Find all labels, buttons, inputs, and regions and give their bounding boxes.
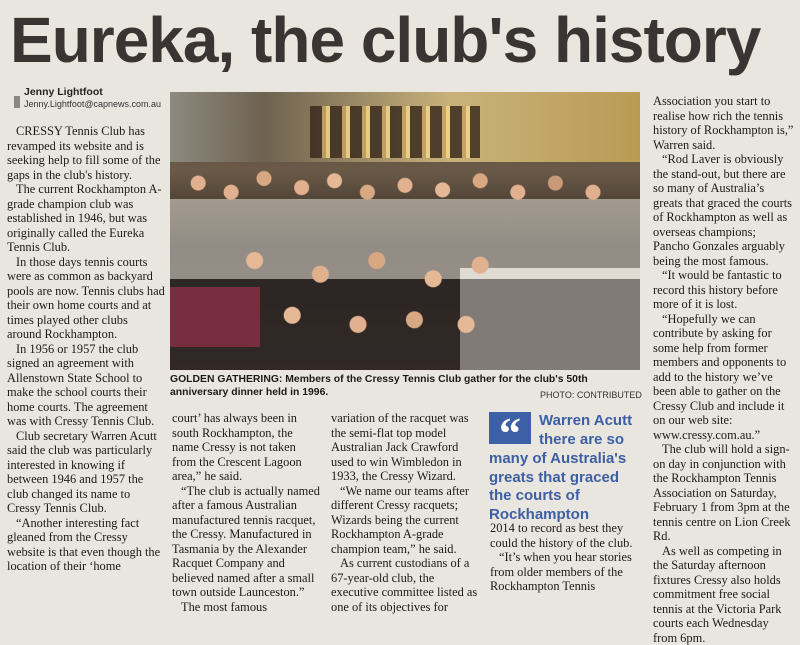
paragraph: “It would be fantastic to record this history before more of it is lost. [653,268,795,312]
paragraph: court’ has always been in south Rockhampton, the name Cressy is not taken from the Crescent Lagoon area,” he said. [172,411,322,484]
pull-quote-line: there are so [539,431,624,448]
pull-quote-body: many of Australia's greats that graced the courts of Rockhampton [489,450,645,524]
paragraph: As well as competing in the Saturday afternoon fixtures Cressy also holds commitment free social tennis at the Victoria Park courts each Wednesday from 6pm. [653,544,795,645]
paragraph: In those days tennis courts were as common as backyard pools are now. Tennis clubs had their own home courts and at times played other clubs around Rockhampton. [7,255,165,342]
paragraph: “Hopefully we can contribute by asking for some help from former members and opponents to add to the history we’ve been able to gather on the Cressy Club and include it on our web site: www.cressy.com.au.” [653,312,795,443]
paragraph: “Another interesting fact gleaned from the Cressy website is that even though the location of their ‘home [7,516,165,574]
group-photo [170,92,640,370]
paragraph: The club will hold a sign-on day in conjunction with the Rockhampton Tennis Association on Saturday, February 1 from 3pm at the tennis centre on Lion Creek Rd. [653,442,795,544]
article-column-4 [490,521,640,594]
photo-credit: PHOTO: CONTRIBUTED [540,390,642,400]
article-column-2 [172,411,322,614]
paragraph: In 1956 or 1957 the club signed an agreement with Allenstown State School to make the school courts their home courts. The agreement was with Cressy Tennis Club. [7,342,165,429]
paragraph: Association you start to realise how rich the tennis history of Rockhampton is,” Warren said. [653,94,795,152]
photo-crowd [170,142,640,370]
paragraph: “Rod Laver is obviously the stand-out, but there are so many of Australia’s greats that graced the courts of Rockhampton as well as overseas champions; Pancho Gonzales arguably being the most famous. [653,152,795,268]
pull-quote-author: Warren Acutt [539,412,632,429]
paragraph: As current custodians of a 67-year-old club, the executive committee listed as one of its objectives for [331,556,481,614]
headline: Eureka, the club's history [10,0,795,88]
paragraph: “We name our teams after different Cressy racquets; Wizards being the current Rockhampton A-grade champion team,” he said. [331,484,481,557]
byline-email: Jenny.Lightfoot@capnews.com.au [24,99,161,109]
byline-name: Jenny Lightfoot [24,86,103,98]
paragraph: Club secretary Warren Acutt said the club was particularly interested in knowing if between 1946 and 1957 the club changed its name to Cressy Tennis Club. [7,429,165,516]
article-column-3 [331,411,481,614]
paragraph: variation of the racquet was the semi-flat top model Australian Jack Crawford used to win Wimbledon in 1933, the Cressy Wizard. [331,411,481,484]
paragraph: 2014 to record as best they could the history of the club. [490,521,640,550]
paragraph: The current Rockhampton A-grade champion club was established in 1946, but was originally called the Eureka Tennis Club. [7,182,165,255]
caption-lead: GOLDEN GATHERING: [170,374,282,385]
pull-quote [489,410,649,518]
article-column-1 [7,124,165,574]
byline-bar [14,96,20,108]
paragraph: The most famous [172,600,322,615]
paragraph: CRESSY Tennis Club has revamped its website and is seeking help to fill some of the gaps in the club's history. [7,124,165,182]
paragraph: “The club is actually named after a famous Australian manufactured tennis racquet, the Cressy. Manufactured in Tasmania by the Alexander Racquet Company and believed named after a small town outside Launceston.” [172,484,322,600]
caption-text: Members of the Cressy Tennis Club gather for the club's 50th anniversary dinner held in 1996. [170,374,588,398]
article-column-5 [653,94,795,645]
quote-mark-icon: “ [489,412,531,444]
paragraph: “It’s when you hear stories from older members of the Rockhampton Tennis [490,550,640,594]
